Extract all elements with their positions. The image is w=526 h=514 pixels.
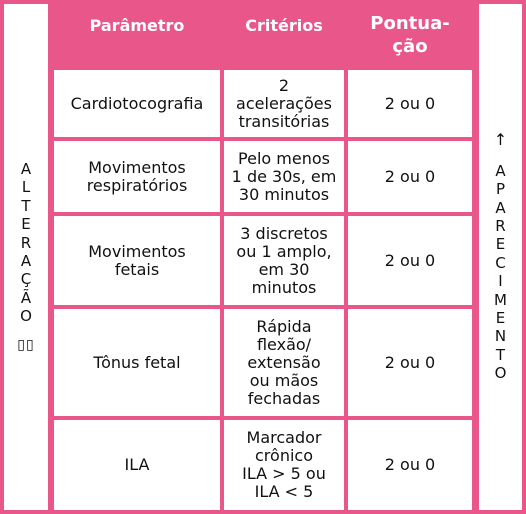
right-letter: A xyxy=(495,161,506,180)
table-cell-criterio xyxy=(224,141,344,212)
right-letter: E xyxy=(495,235,506,254)
left-letter: Ç xyxy=(20,270,32,289)
header-pontuacao-line2: ção xyxy=(392,36,428,57)
right-side-label xyxy=(479,4,522,510)
left-letter: L xyxy=(21,178,31,197)
right-letter: I xyxy=(498,272,503,291)
table-cell-criterio xyxy=(224,309,344,416)
cell-line: ou mãos xyxy=(249,370,319,390)
right-letter: E xyxy=(495,309,506,328)
arrow-up-icon: ↑ xyxy=(493,130,508,150)
table-cell-criterio xyxy=(224,216,344,305)
cell-line: em 30 xyxy=(258,259,310,279)
cell-line: ILA xyxy=(124,455,150,474)
cell-line: Tônus fetal xyxy=(93,352,181,372)
missing-glyph-icon: ▯▯ xyxy=(17,336,35,353)
cell-line: Movimentos xyxy=(88,157,186,177)
cell-line: crônico xyxy=(255,446,313,465)
cell-line: 3 discretos xyxy=(240,223,328,243)
left-letter: A xyxy=(20,159,32,178)
cell-line: ILA > 5 ou xyxy=(242,464,326,483)
cell-line: Cardiotocografia xyxy=(70,93,204,113)
cell-line: 1 de 30s, em xyxy=(231,166,337,186)
table-cell-parametro xyxy=(54,70,220,137)
cell-line: Movimentos xyxy=(88,241,186,261)
cell-line: minutos xyxy=(251,277,317,297)
left-side-label xyxy=(4,4,48,510)
table-cell-pontuacao: 2 ou 0 xyxy=(348,216,472,305)
table-cell-parametro xyxy=(54,420,220,510)
header-criterios: Critérios xyxy=(245,15,323,35)
table-cell-parametro xyxy=(54,216,220,305)
cell-line: transitórias xyxy=(238,111,330,131)
table-cell-criterio xyxy=(224,70,344,137)
left-letter: A xyxy=(20,252,32,270)
table-cell-parametro xyxy=(54,309,220,416)
cell-line: acelerações xyxy=(236,93,332,113)
left-letter: R xyxy=(20,233,32,252)
left-letter: O xyxy=(20,307,32,326)
table-cell-pontuacao: 2 ou 0 xyxy=(348,309,472,416)
cell-line: 2 xyxy=(278,75,290,95)
cell-line: ILA < 5 xyxy=(254,482,314,501)
table-cell-parametro xyxy=(54,141,220,212)
right-letter: R xyxy=(495,216,506,235)
right-letter: N xyxy=(494,327,507,346)
cell-line: fechadas xyxy=(247,388,321,408)
cell-line: 30 minutos xyxy=(238,184,330,204)
left-letter: E xyxy=(21,215,31,234)
right-letter: M xyxy=(494,290,507,309)
cell-line: ou 1 amplo, xyxy=(236,241,332,261)
right-letter: O xyxy=(494,364,507,383)
right-letter: T xyxy=(495,345,506,364)
cell-line: Pelo menos xyxy=(238,148,330,168)
left-letter: Ã xyxy=(20,288,32,307)
left-letter: T xyxy=(21,196,31,215)
right-letter: C xyxy=(495,253,506,272)
header-pontuacao-line1: Pontua- xyxy=(370,13,450,34)
cell-line: Marcador xyxy=(246,428,322,447)
cell-line: extensão xyxy=(247,352,321,372)
cell-line: Rápida xyxy=(256,316,312,336)
right-letter: A xyxy=(495,198,506,217)
table-cell-pontuacao: 2 ou 0 xyxy=(348,70,472,137)
header-pontuacao xyxy=(348,4,472,66)
table-cell-pontuacao: 2 ou 0 xyxy=(348,420,472,510)
table-cell-criterio xyxy=(224,420,344,510)
header-parametro: Parâmetro xyxy=(89,15,185,35)
cell-line: respiratórios xyxy=(86,175,188,195)
cell-line: flexão/ xyxy=(256,334,312,354)
table-cell-pontuacao: 2 ou 0 xyxy=(348,141,472,212)
right-letter: P xyxy=(495,180,506,199)
cell-line: fetais xyxy=(114,259,160,279)
